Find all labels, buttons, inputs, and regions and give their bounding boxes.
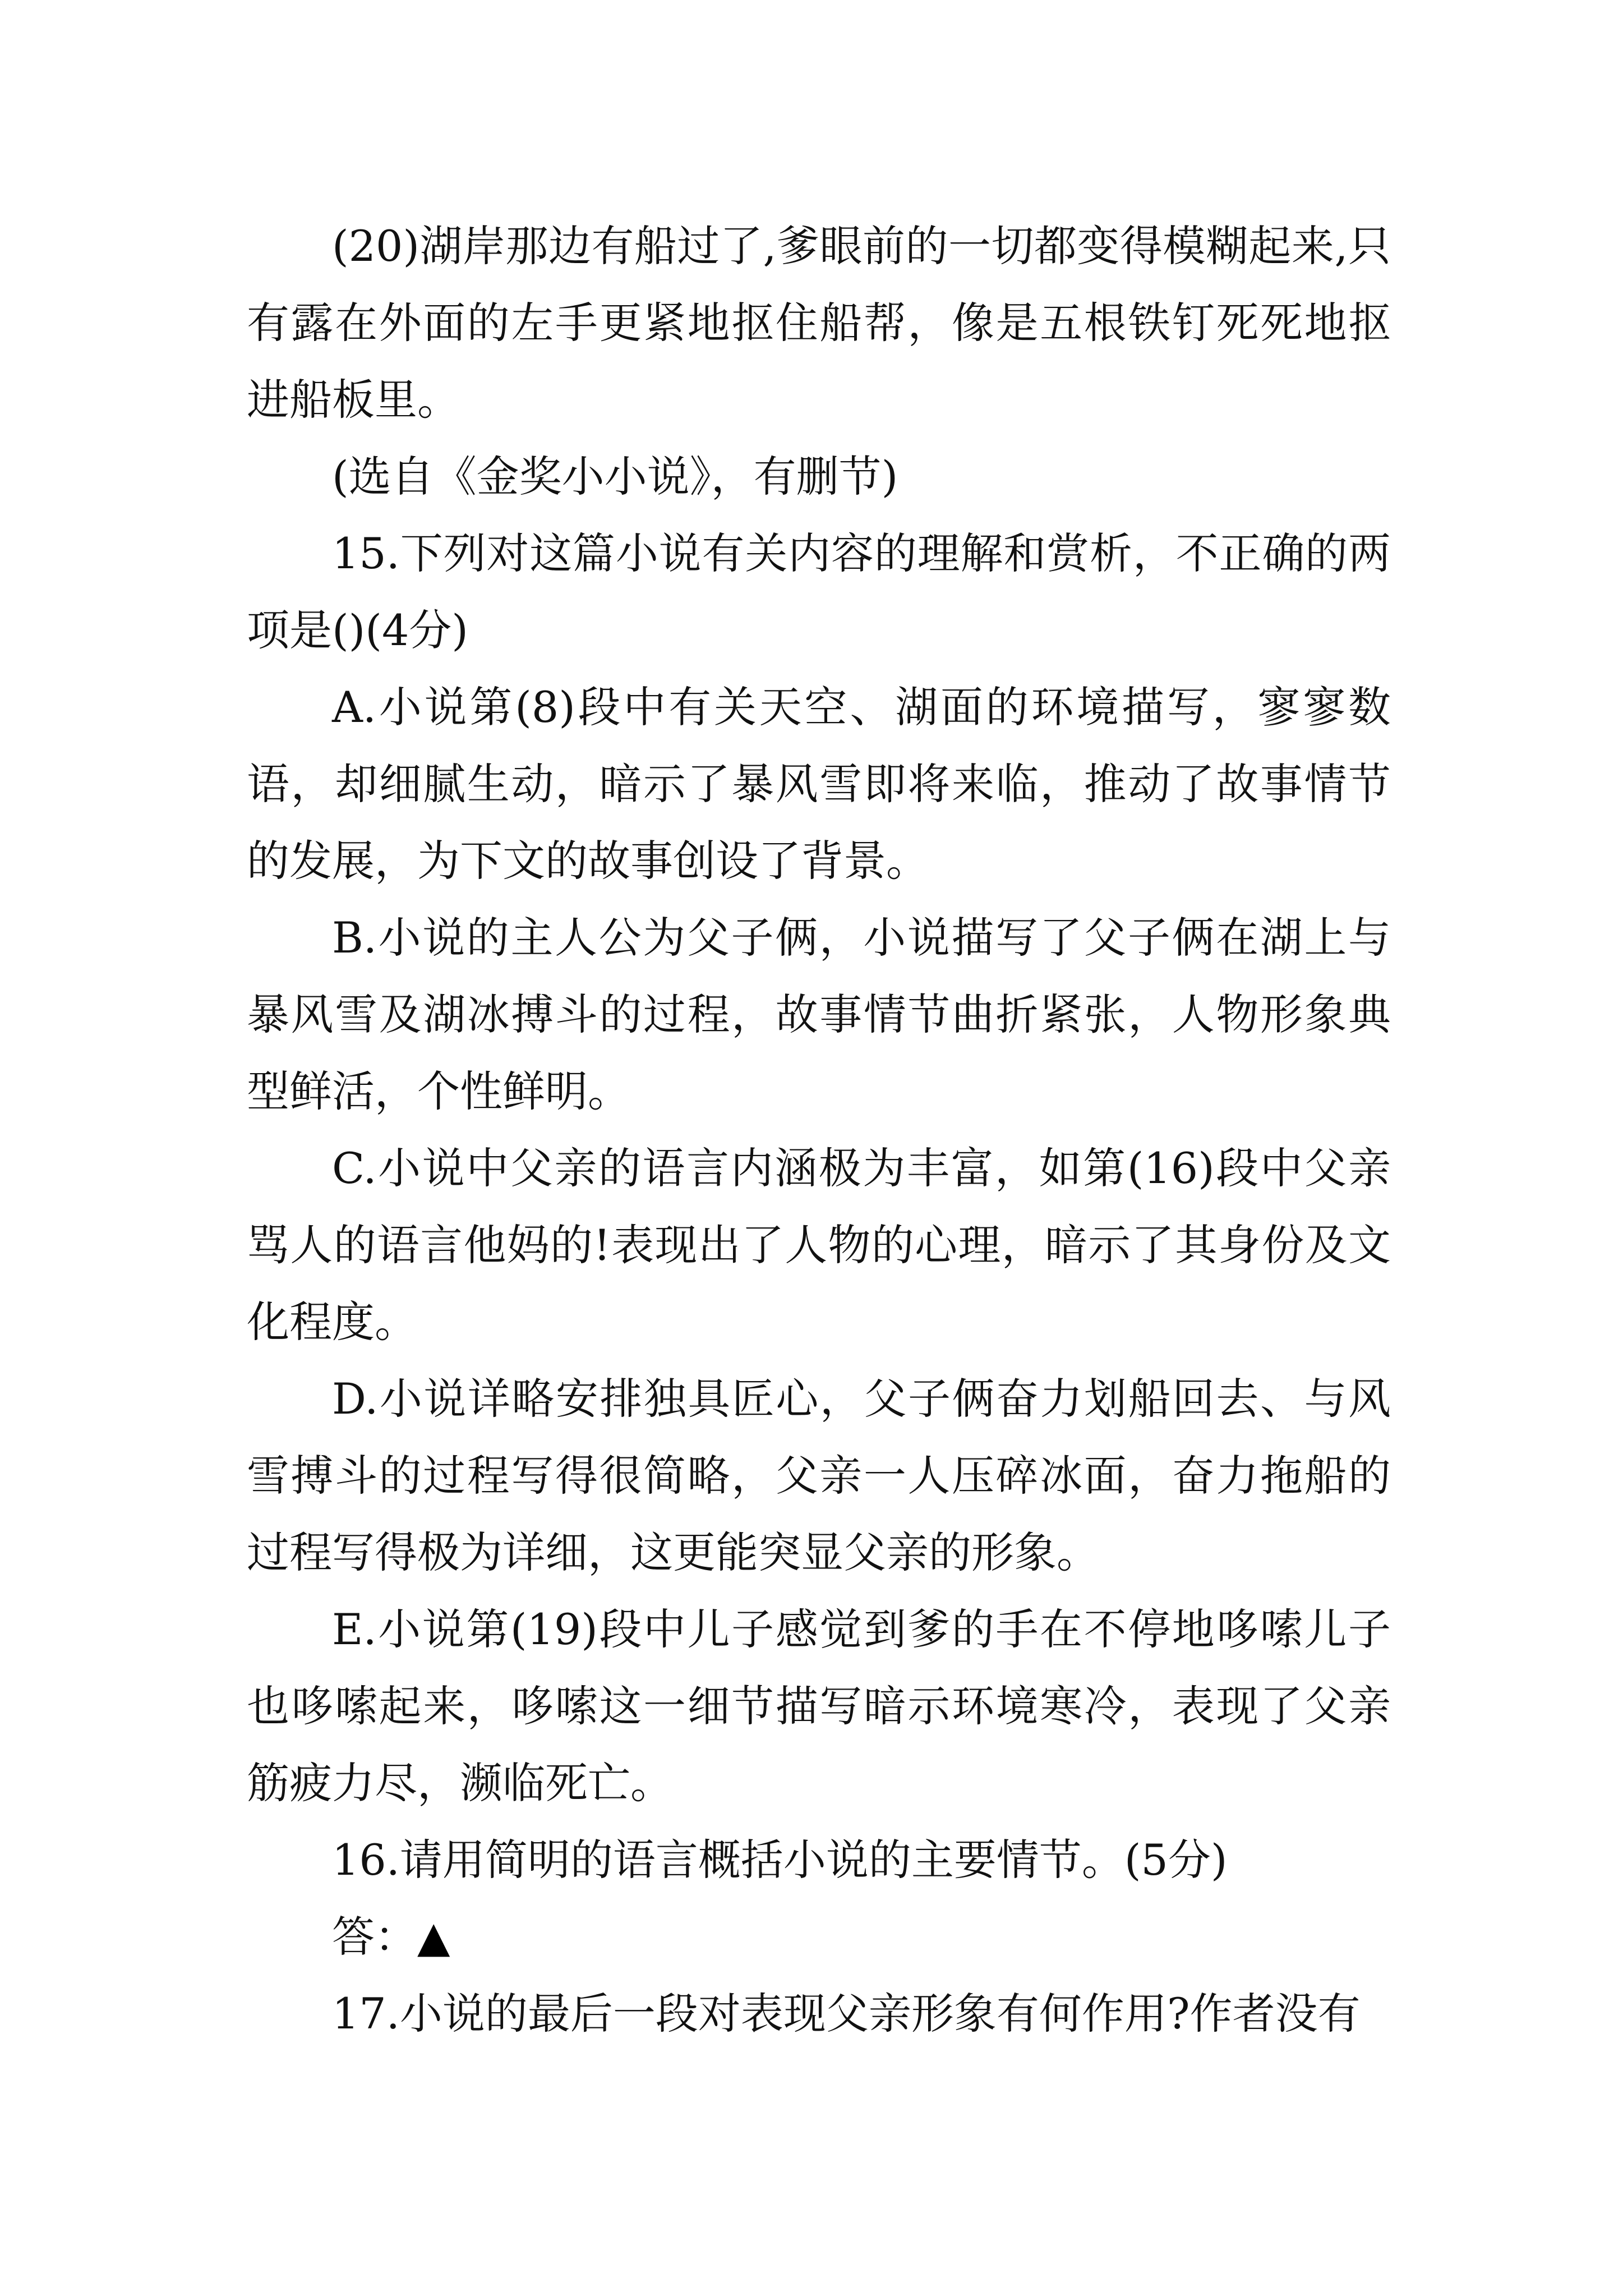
- option-d: D.小说详略安排独具匠心，父子俩奋力划船回去、与风雪搏斗的过程写得很简略，父亲一人压碎冰面，奋力拖船的过程写得极为详细，这更能突显父亲的形象。: [247, 1374, 1391, 1577]
- question-17: 17.小说的最后一段对表现父亲形象有何作用?作者没有: [332, 1989, 1361, 2039]
- question-16: 16.请用简明的语言概括小说的主要情节。(5分): [332, 1835, 1228, 1885]
- triangle-icon: ▲: [417, 1912, 450, 1962]
- source-note: (选自《金奖小小说》，有删节): [332, 452, 898, 501]
- answer-label: 答：: [332, 1912, 417, 1962]
- question-15: 15.下列对这篇小说有关内容的理解和赏析，不正确的两项是()(4分): [247, 528, 1391, 655]
- option-b: B.小说的主人公为父子俩，小说描写了父子俩在湖上与暴风雪及湖冰搏斗的过程，故事情节曲折紧张，人物形象典型鲜活，个性鲜明。: [247, 913, 1391, 1116]
- paragraph-20-text: (20)湖岸那边有船过了,爹眼前的一切都变得模糊起来,只有露在外面的左手更紧地抠住船帮，像是五根铁钉死死地抠进船板里。: [247, 221, 1391, 425]
- document-body: [247, 208, 1391, 2052]
- option-a: A.小说第(8)段中有关天空、湖面的环境描写，寥寥数语，却细腻生动，暗示了暴风雪即将来临，推动了故事情节的发展，为下文的故事创设了背景。: [247, 682, 1391, 886]
- option-e: E.小说第(19)段中儿子感觉到爹的手在不停地哆嗦儿子也哆嗦起来，哆嗦这一细节描写暗示环境寒冷，表现了父亲筋疲力尽，濒临死亡。: [247, 1604, 1391, 1808]
- answer-line: [247, 1898, 1391, 1975]
- option-c: C.小说中父亲的语言内涵极为丰富，如第(16)段中父亲骂人的语言他妈的!表现出了人物的心理，暗示了其身份及文化程度。: [247, 1143, 1391, 1347]
